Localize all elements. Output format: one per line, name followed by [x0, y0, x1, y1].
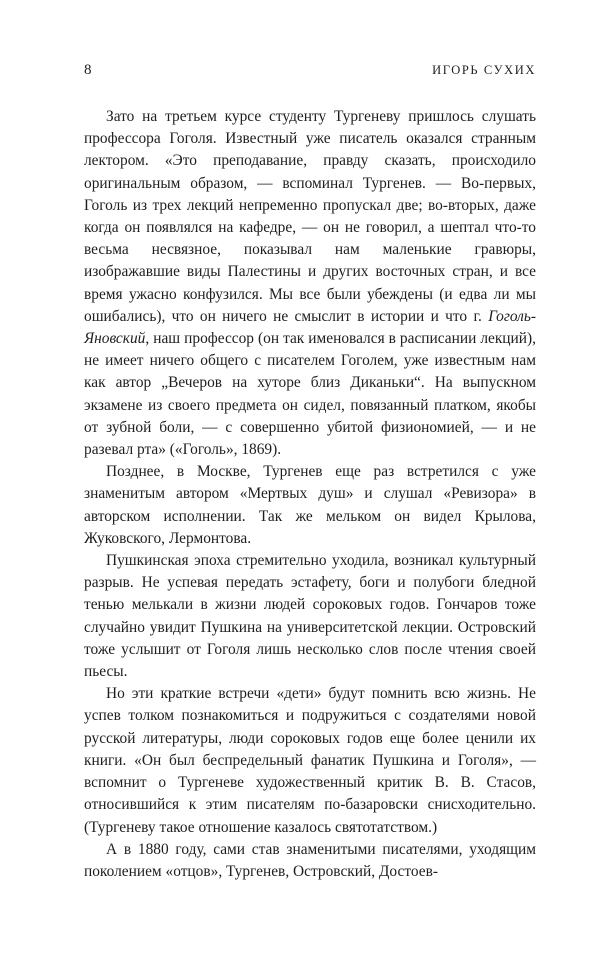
- paragraph-3: Пушкинская эпоха стремительно уходила, возникал культурный разрыв. Не успевая передать эстафету, боги и полубоги бледной тенью мелькали в жизни людей сороковых годов. Гончаров тоже случайно увидит Пушкина на университетской лекции. Островский тоже услышит от Гоголя лишь несколько слов после чтения своей пьесы.: [84, 552, 536, 681]
- body-text: [84, 106, 536, 883]
- paragraph-2: Позднее, в Москве, Тургенев еще раз встретился с уже знаменитым автором «Мертвых душ» и слушал «Ревизора» в авторском исполнении. Так же мельком он видел Крылова, Жуковского, Лермонтова.: [84, 463, 536, 547]
- paragraph-4: Но эти краткие встречи «дети» будут помнить всю жизнь. Не успев толком познакомиться и подружиться с создателями новой русской литературы, люди сороковых годов еще более ценили их книги. «Он был беспредельный фанатик Пушкина и Гоголя», — вспомнит о Тургеневе художественный критик В. В. Стасов, относившийся к этим писателям по-базаровски снисходительно. (Тургеневу такое отношение казалось святотатством.): [84, 685, 536, 836]
- paragraph-1: [84, 106, 536, 461]
- book-page: [84, 62, 536, 883]
- paragraph-5: А в 1880 году, сами став знаменитыми писателями, уходящим поколением «отцов», Тургенев, Островский, Достоев-: [84, 840, 536, 880]
- page-number: 8: [84, 62, 92, 78]
- running-head: [84, 62, 536, 84]
- paragraph-1-text-b: , наш профессор (он так именовался в расписании лекций), не имеет ничего общего с писателем Гоголем, уже известным нам как автор „Вечеров на хуторе близ Диканьки“. На выпускном экзамене из своего предмета он сидел, повязанный платком, якобы от зубной боли, — с совершенно убитой физиономией, — и не разевал рта» («Гоголь», 1869).: [84, 330, 536, 459]
- running-title: ИГОРЬ СУХИХ: [432, 63, 536, 77]
- paragraph-1-text-a: Зато на третьем курсе студенту Тургеневу пришлось слушать профессора Гоголя. Известный уже писатель оказался странным лектором. «Это преподавание, правду сказать, происходило оригинальным образом, — вспоминал Тургенев. — Во-первых, Гоголь из трех лекций непременно пропускал две; во-вторых, даже когда он появлялся на кафедре, — он не говорил, а шептал что-то весьма несвязное, показывал нам маленькие гравюры, изображавшие виды Палестины и других восточных стран, и все время ужасно конфузился. Мы все были убеждены (и едва ли мы ошибались), что он ничего не смыслит в истории и что г.: [84, 108, 536, 325]
- paragraph-1-italic-name: Гоголь-Яновский: [84, 307, 536, 348]
